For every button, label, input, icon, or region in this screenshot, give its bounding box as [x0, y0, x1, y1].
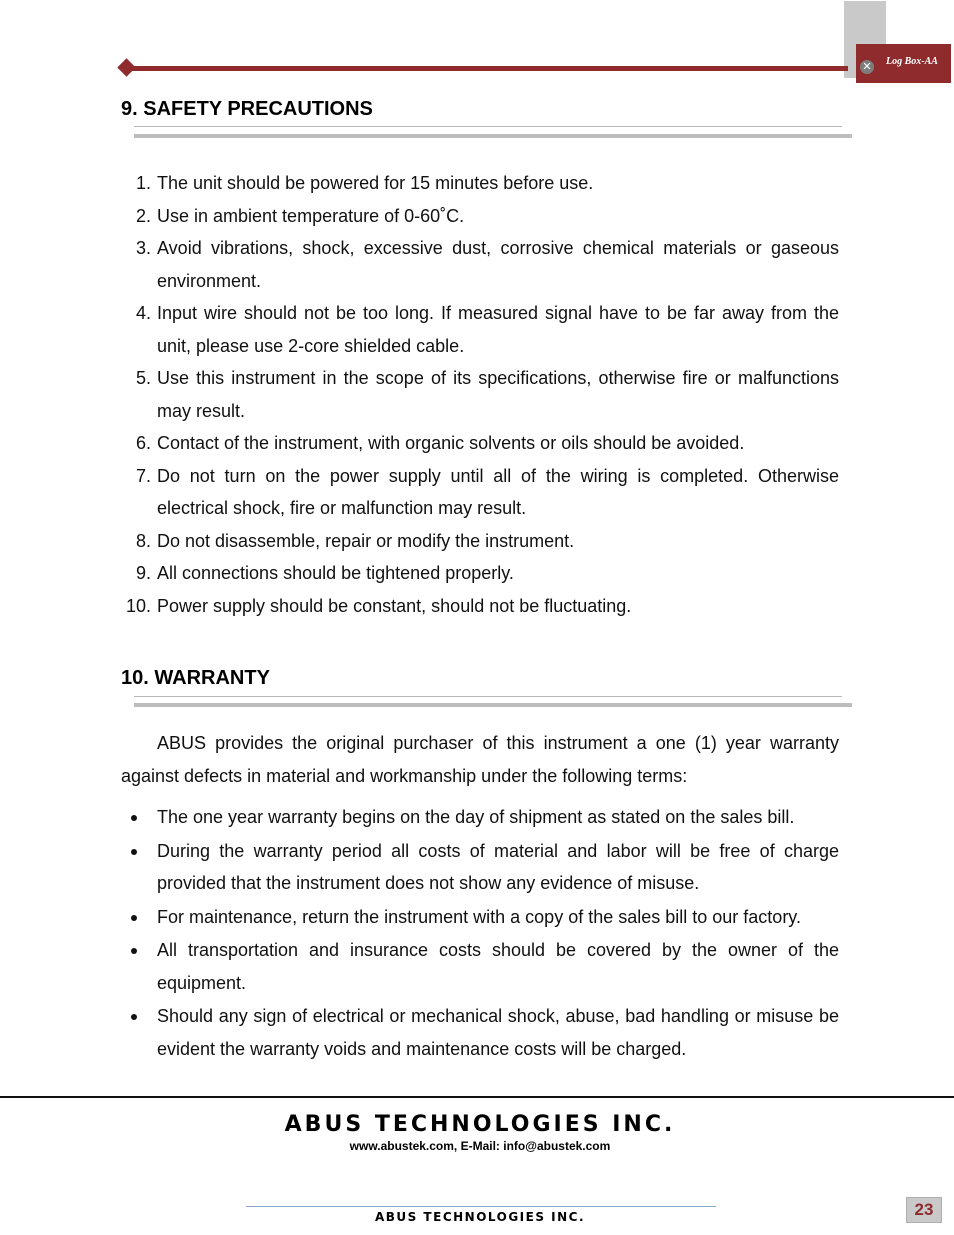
bullet-icon [121, 901, 157, 934]
list-item [121, 934, 839, 999]
list-item [121, 1000, 839, 1065]
list-item [121, 460, 839, 525]
list-item-text: All connections should be tightened properly. [157, 563, 514, 583]
list-item [121, 362, 839, 427]
list-item-text: Use in ambient temperature of 0-60˚C. [157, 205, 465, 226]
warranty-intro: ABUS provides the original purchaser of this instrument a one (1) year warranty against defects in material and workmanship under the following terms: [121, 733, 839, 786]
safety-title: 9. SAFETY PRECAUTIONS [121, 98, 373, 120]
list-item-number [121, 525, 157, 558]
warranty-terms [121, 801, 839, 1066]
page-number: 23 [914, 1200, 934, 1219]
list-item-text: Should any sign of electrical or mechanical shock, abuse, bad handling or misuse be evident the warranty voids and maintenance costs will be charged. [157, 1006, 839, 1059]
safety-title-rule [134, 126, 842, 127]
list-item [121, 297, 839, 362]
footer-thin-rule [246, 1206, 716, 1207]
list-item-text: Input wire should not be too long. If measured signal have to be far away from the unit, please use 2-core shielded cable. [157, 303, 839, 356]
list-item [121, 167, 839, 200]
list-item [121, 427, 839, 460]
bullet-icon [121, 801, 157, 834]
list-item-text: The one year warranty begins on the day of shipment as stated on the sales bill. [157, 807, 795, 827]
page-number-box [906, 1197, 942, 1223]
list-item-number-text: 9. [135, 563, 151, 583]
list-item-text: Do not turn on the power supply until all of the wiring is completed. Otherwise electrical shock, fire or malfunction may result. [157, 465, 839, 518]
footer-rule [0, 1096, 954, 1098]
bullet-icon [121, 835, 157, 900]
footer-company: ABUS TECHNOLOGIES INC. [284, 1112, 676, 1137]
list-item-text: Contact of the instrument, with organic solvents or oils should be avoided. [157, 433, 745, 453]
list-item-number [121, 362, 157, 427]
list-item-number [121, 232, 157, 297]
list-item-text: Power supply should be constant, should not be fluctuating. [157, 595, 632, 616]
bullet-icon [121, 1000, 157, 1065]
list-item-number-text: 10. [125, 595, 151, 616]
list-item-number-text: 2. [135, 205, 151, 226]
list-item [121, 200, 839, 233]
close-icon: ✕ [860, 60, 874, 74]
list-item [121, 901, 839, 934]
list-item-text: Do not disassemble, repair or modify the instrument. [157, 530, 575, 551]
list-item-number-text: 6. [135, 433, 151, 453]
list-item [121, 801, 839, 834]
list-item-number-text: 8. [135, 530, 151, 551]
list-item-number [121, 297, 157, 362]
safety-title-rule-thick [134, 134, 852, 138]
list-item [121, 557, 839, 590]
warranty-title-rule [134, 696, 842, 697]
list-item-text: Avoid vibrations, shock, excessive dust, corrosive chemical materials or gaseous environment. [157, 238, 839, 291]
list-item-number-text: 1. [135, 173, 151, 193]
list-item-text: The unit should be powered for 15 minutes before use. [157, 173, 594, 193]
safety-list [121, 167, 839, 622]
list-item-number-text: 3. [135, 238, 151, 258]
list-item [121, 590, 839, 623]
warranty-title-rule-thick [134, 703, 852, 707]
list-item-number [121, 590, 157, 623]
header-rule [124, 66, 848, 71]
list-item-text: All transportation and insurance costs should be covered by the owner of the equipment. [157, 940, 839, 993]
list-item-text: Use this instrument in the scope of its specifications, otherwise fire or malfunctions may result. [157, 368, 839, 421]
footer-company-small: ABUS TECHNOLOGIES INC. [374, 1210, 586, 1224]
list-item-number [121, 460, 157, 525]
bullet-icon [121, 934, 157, 999]
list-item-number-text: 7. [135, 465, 151, 486]
list-item-number [121, 200, 157, 233]
warranty-title: 10. WARRANTY [121, 667, 270, 689]
list-item-number [121, 167, 157, 200]
list-item [121, 232, 839, 297]
list-item [121, 525, 839, 558]
list-item-number [121, 427, 157, 460]
list-item-text: For maintenance, return the instrument with a copy of the sales bill to our factory. [157, 906, 801, 927]
list-item-number [121, 557, 157, 590]
list-item-number-text: 4. [135, 303, 151, 323]
list-item-number-text: 5. [135, 368, 151, 388]
footer-contact: www.abustek.com, E-Mail: info@abustek.com [349, 1139, 611, 1153]
doc-label: Log Box-AA [886, 56, 938, 67]
list-item-text: During the warranty period all costs of material and labor will be free of charge provided that the instrument does not show any evidence of misuse. [157, 840, 839, 893]
header-diamond [117, 58, 135, 76]
list-item [121, 835, 839, 900]
